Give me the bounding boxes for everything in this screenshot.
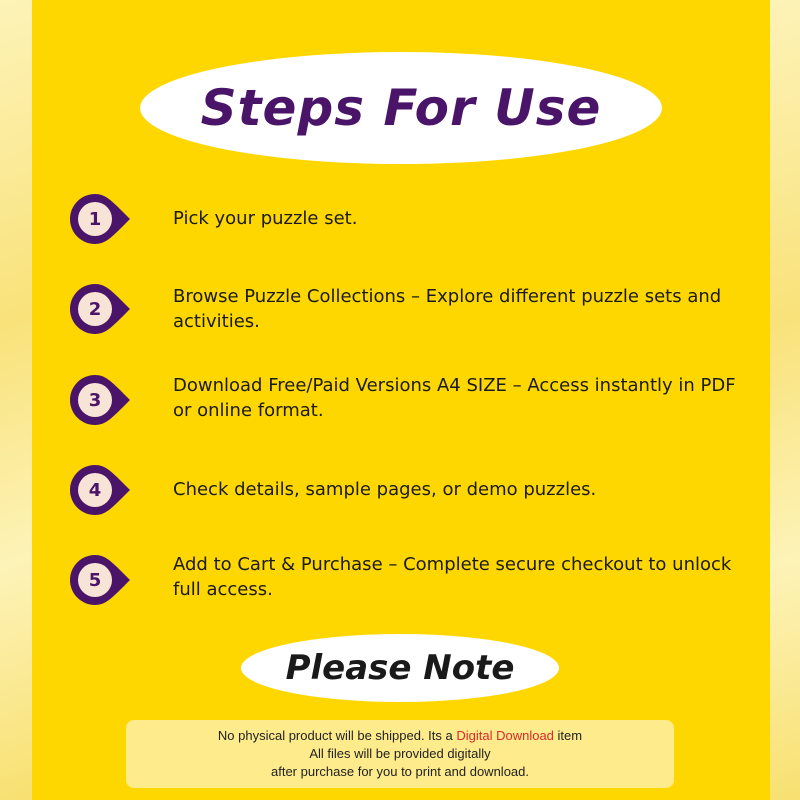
note-line-1-start: No physical product will be shipped. Its a: [217, 728, 457, 743]
step-badge-1: [70, 193, 122, 245]
note-line-3: after purchase for you to print and download.: [271, 764, 529, 779]
step-text: Download Free/Paid Versions A4 SIZE – Access instantly in PDF or online format.: [173, 375, 736, 421]
steps-card: [32, 0, 770, 800]
title-banner: [140, 52, 662, 164]
step-number: 4: [88, 479, 102, 501]
digital-download-highlight: Digital Download: [456, 728, 554, 743]
step-number: 1: [88, 208, 102, 230]
step-number: 2: [88, 298, 102, 320]
note-box: [126, 720, 674, 788]
step-number: 5: [88, 569, 102, 591]
note-line-1-end: item: [553, 728, 583, 743]
note-line-2: All files will be provided digitally: [309, 746, 491, 761]
note-heading: Please Note: [285, 648, 515, 688]
step-number: 3: [88, 389, 102, 411]
step-text: Add to Cart & Purchase – Complete secure checkout to unlock full access.: [173, 554, 732, 600]
step-badge-2: [70, 283, 122, 335]
step-badge-4: [70, 464, 122, 516]
background-right-strip: [770, 0, 800, 800]
note-line-1: [126, 727, 674, 745]
step-text: Browse Puzzle Collections – Explore different puzzle sets and activities.: [173, 286, 722, 332]
background-left-strip: [0, 0, 32, 800]
step-text: Check details, sample pages, or demo puzzles.: [173, 479, 597, 500]
note-banner: [241, 634, 559, 702]
step-badge-5: [70, 554, 122, 606]
page-title: Steps For Use: [200, 79, 602, 137]
step-text: Pick your puzzle set.: [173, 208, 358, 229]
step-badge-3: [70, 374, 122, 426]
